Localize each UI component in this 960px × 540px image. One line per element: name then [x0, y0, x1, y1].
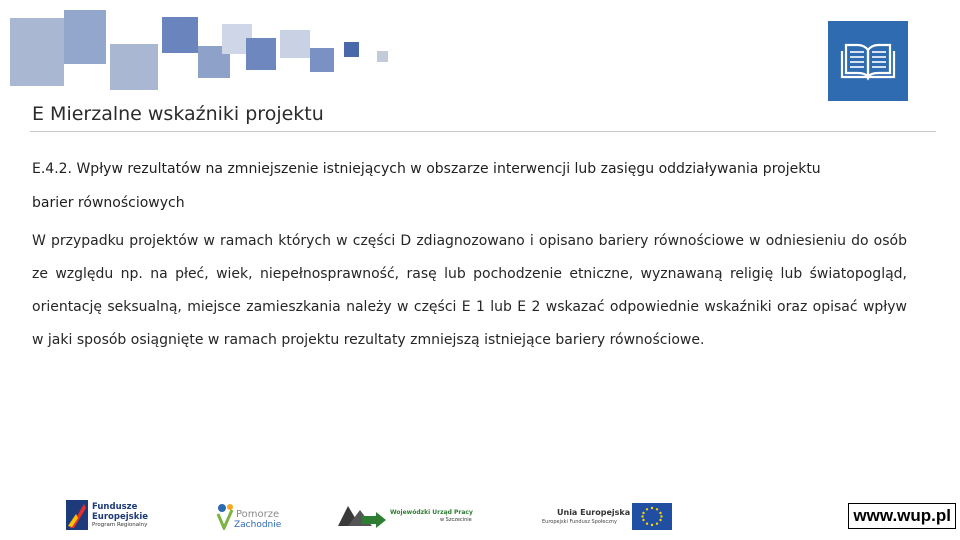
wup-logo-line: w Szczecinie [440, 517, 472, 523]
fe-logo-line: Fundusze [92, 502, 138, 512]
wup-emblem-icon [338, 502, 386, 532]
open-book-icon [828, 21, 908, 101]
deco-square [344, 42, 359, 57]
deco-square [10, 18, 64, 86]
pomorze-emblem-icon [214, 502, 236, 534]
deco-square [64, 10, 106, 64]
footer-logos [0, 492, 960, 540]
fe-logo-text [92, 502, 148, 522]
deco-square [162, 17, 198, 53]
deco-square [310, 48, 334, 72]
fe-logo-line: Europejskie [92, 512, 149, 522]
fe-logo-sub: Program Regionalny [92, 522, 148, 528]
eu-flag-icon [632, 503, 672, 530]
wup-logo-line: Wojewódzki Urząd Pracy [390, 509, 473, 516]
pomorze-logo-line: Pomorze [236, 509, 280, 520]
fe-emblem-icon [66, 500, 88, 530]
website-link[interactable]: www.wup.pl [848, 503, 956, 529]
body-paragraph: W przypadku projektów w ramach których w części D zdiagnozowano i opisano bariery równościowe w odniesieniu do osób ze względu np. na płeć, wiek, niepełnosprawność, rasę lub pochodzenie etniczne, wyznawaną religię lub światopogląd, orientację seksualną, miejsce zamieszkania należy w części E 1 lub E 2 wskazać odpowiednie wskaźniki oraz opisać wpływ w jaki sposób osiągnięte w ramach projektu rezultaty zmniejszą istniejące bariery równościowe. [32, 233, 907, 348]
title-divider [30, 131, 936, 132]
deco-square [110, 44, 158, 90]
ue-logo-line: Europejski Fundusz Społeczny [542, 519, 617, 525]
deco-square [246, 38, 276, 70]
section-heading-line: E.4.2. Wpływ rezultatów na zmniejszenie istniejących w obszarze interwencji lub zasięgu oddziaływania projektu [32, 161, 821, 177]
section-heading-line: barier równościowych [32, 195, 185, 211]
ue-logo-line: Unia Europejska [557, 508, 631, 517]
pomorze-logo-line: Zachodnie [234, 520, 282, 530]
page-title: E Mierzalne wskaźniki projektu [32, 103, 324, 125]
deco-square [280, 30, 310, 58]
section-heading [32, 152, 932, 220]
fe-logo [66, 500, 88, 530]
deco-square [377, 51, 388, 62]
